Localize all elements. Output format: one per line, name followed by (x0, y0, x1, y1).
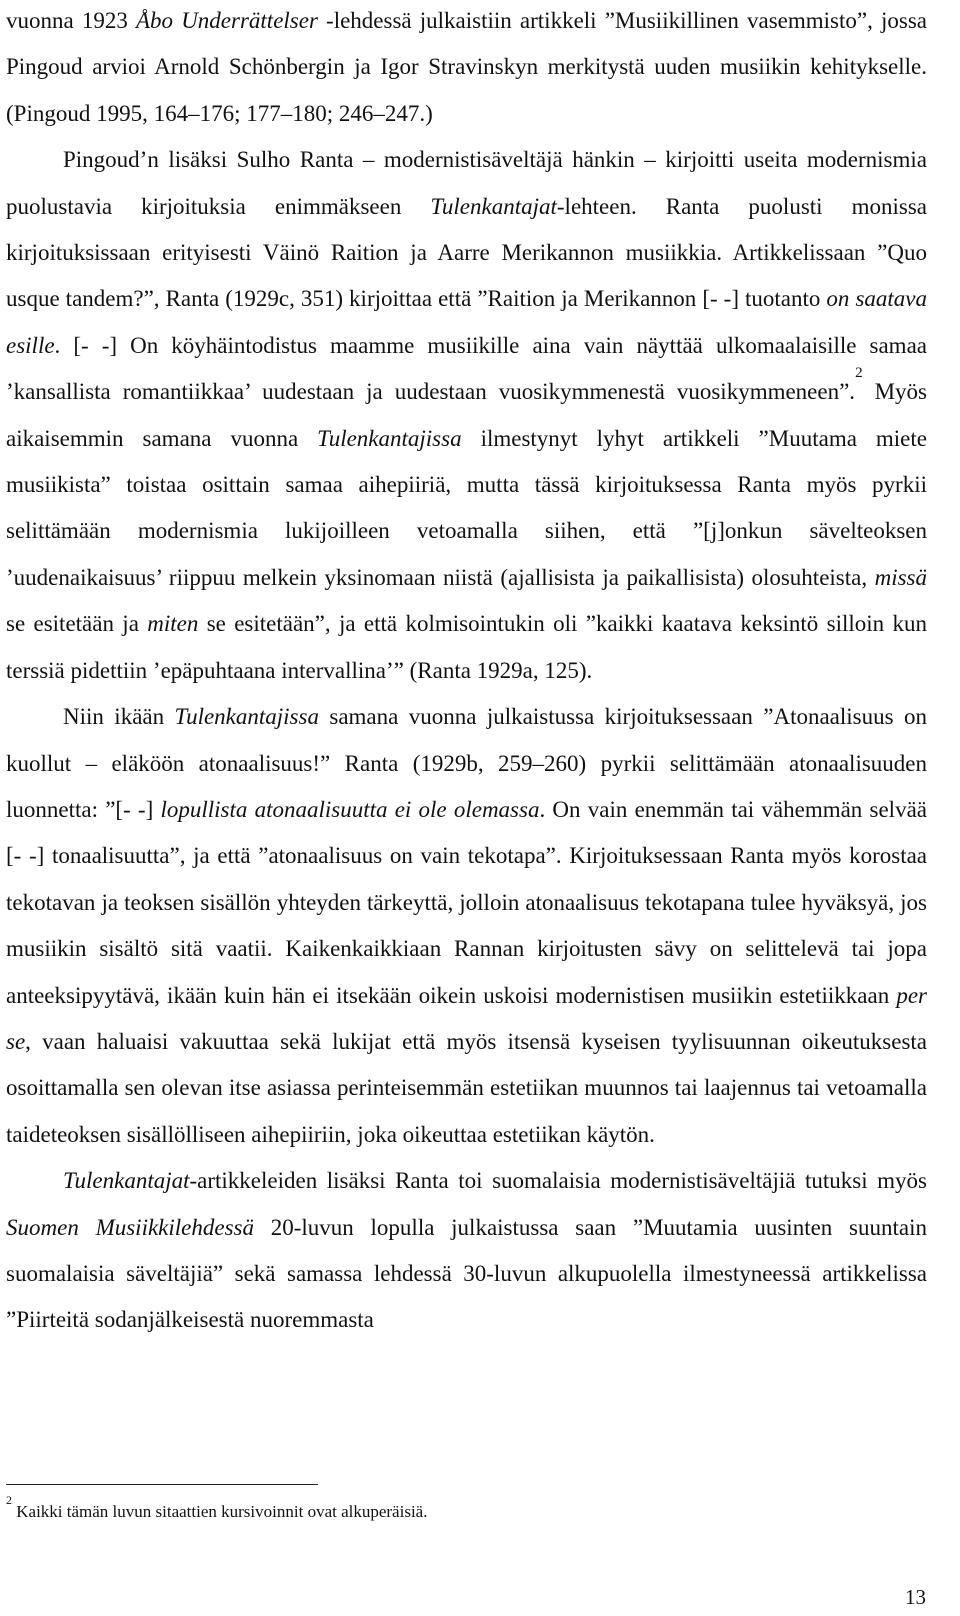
italic-text: Tulenkantajissa (317, 425, 462, 451)
footnote-text: Kaikki tämän luvun sitaattien kursivoinnit ovat alkuperäisiä. (16, 1502, 428, 1521)
text-run: , vaan haluaisi vakuuttaa sekä lukijat että myös itsensä kyseisen tyylisuunnan oikeutuksesta osoittamalla sen olevan itse asiassa perinteisemmän estetiikan muunnos tai laajennus tai vetoamalla taideteoksen sisällölliseen aihepiiriin, joka oikeuttaa estetiikan käytön. (6, 1028, 927, 1147)
footnote-ref: 2 (855, 365, 863, 382)
text-run: samana vuonna julkaistussa kirjoituksessaan ”Atonaalisuus on kuollut – eläköön atonaalisuus!” Ranta (1929b, 259–260) pyrkii selittämään atonaalisuuden luonnetta: ”[- -] (6, 704, 927, 822)
text-run: vuonna 1923 (6, 8, 136, 33)
text-run: -artikkeleiden lisäksi Ranta toi suomalaisia modernistisäveltäjiä tutuksi myös (189, 1168, 927, 1194)
italic-text: Tulenkantajissa (174, 704, 319, 730)
text-run: -lehdessä julkaistiin artikkeli ”Musiikillinen vasemmisto”, jossa Pingoud arvioi Arnold Schönbergin ja Igor Stravinskyn merkitystä uuden musiikin kehitykselle. (Pingoud 1995, 164–176; 177–180; 246–247.) (6, 8, 927, 126)
footnote (6, 1493, 927, 1524)
text-run: Niin ikään (63, 704, 175, 730)
page-body (6, 0, 927, 1344)
paragraph (6, 694, 927, 1158)
text-run: . On vain enemmän tai vähemmän selvää [- -] tonaalisuutta”, ja että ”atonaalisuus on vain tekotapa”. Kirjoituksessaan Ranta myös korostaa tekotavan ja teoksen sisällön yhteyden tärkeyttä, jolloin atonaalisuus tekotapana tulee hyväksyä, jos musiikin sisältö sitä vaatii. Kaikenkaikkiaan Rannan kirjoitusten sävy on selittelevä tai jopa anteeksipyytävä, ikään kuin hän ei itsekään oikein uskoisi modernistisen musiikin estetiikkaan (6, 796, 927, 1008)
text-run: 20-luvun lopulla julkaistussa saan ”Muutamia uusinten suuntain suomalaisia säveltäjiä” sekä samassa lehdessä 30-luvun alkupuolella ilmestyneessä artikkelissa ”Piirteitä sodanjälkeisestä nuoremmasta (6, 1214, 927, 1333)
text-run: se esitetään ja (6, 611, 148, 637)
italic-text: lopullista atonaalisuutta ei ole olemassa (160, 796, 540, 822)
italic-text: on saatava esille (6, 286, 927, 358)
text-run: . [- -] On köyhäintodistus maamme musiikille aina vain näyttää ulkomaalaisille samaa ’kansallista romantiikkaa’ uudestaan ja uudestaan vuosikymmenestä vuosikymmeneen”. (6, 332, 927, 405)
text-run: Myös aikaisemmin samana vuonna (6, 379, 927, 451)
italic-text: Tulenkantajat (63, 1168, 190, 1194)
footnote-number: 2 (6, 1493, 12, 1507)
italic-text: Åbo Underrättelser (136, 8, 318, 33)
page-number: 13 (905, 1585, 926, 1609)
italic-text: missä (874, 564, 927, 590)
paragraph (6, 137, 927, 694)
text-run: ilmestynyt lyhyt artikkeli ”Muutama miete musiikista” toistaa osittain samaa aihepiiriä, mutta tässä kirjoituksessa Ranta myös pyrkii selittämään modernismia lukijoilleen vetoamalla siihen, että ”[j]onkun sävelteoksen ’uudenaikaisuus’ riippuu melkein yksinomaan niistä (ajallisista ja paikallisista) olosuhteista, (6, 425, 927, 590)
paragraph (6, 1158, 927, 1344)
text-run: Pingoud’n lisäksi Sulho Ranta – modernistisäveltäjä hänkin – kirjoitti useita modernismia puolustavia kirjoituksia enimmäkseen (6, 147, 927, 219)
footnote-separator (6, 1484, 318, 1485)
paragraph (6, 0, 927, 137)
text-run: se esitetään”, ja että kolmisointukin oli ”kaikki kaatava keksintö silloin kun terssiä pidettiin ’epäpuhtaana intervallina’” (Ranta 1929a, 125). (6, 611, 928, 683)
italic-text: miten (147, 611, 199, 637)
italic-text: per se (6, 982, 927, 1054)
italic-text: Tulenkantajat (430, 193, 557, 219)
text-run: -lehteen. Ranta puolusti monissa kirjoituksissaan erityisesti Väinö Raition ja Aarre Merikannon musiikkia. Artikkelissaan ”Quo usque tandem?”, Ranta (1929c, 351) kirjoittaa että ”Raition ja Merikannon [- -] tuotanto (6, 193, 927, 312)
italic-text: Suomen Musiikkilehdessä (6, 1214, 254, 1240)
